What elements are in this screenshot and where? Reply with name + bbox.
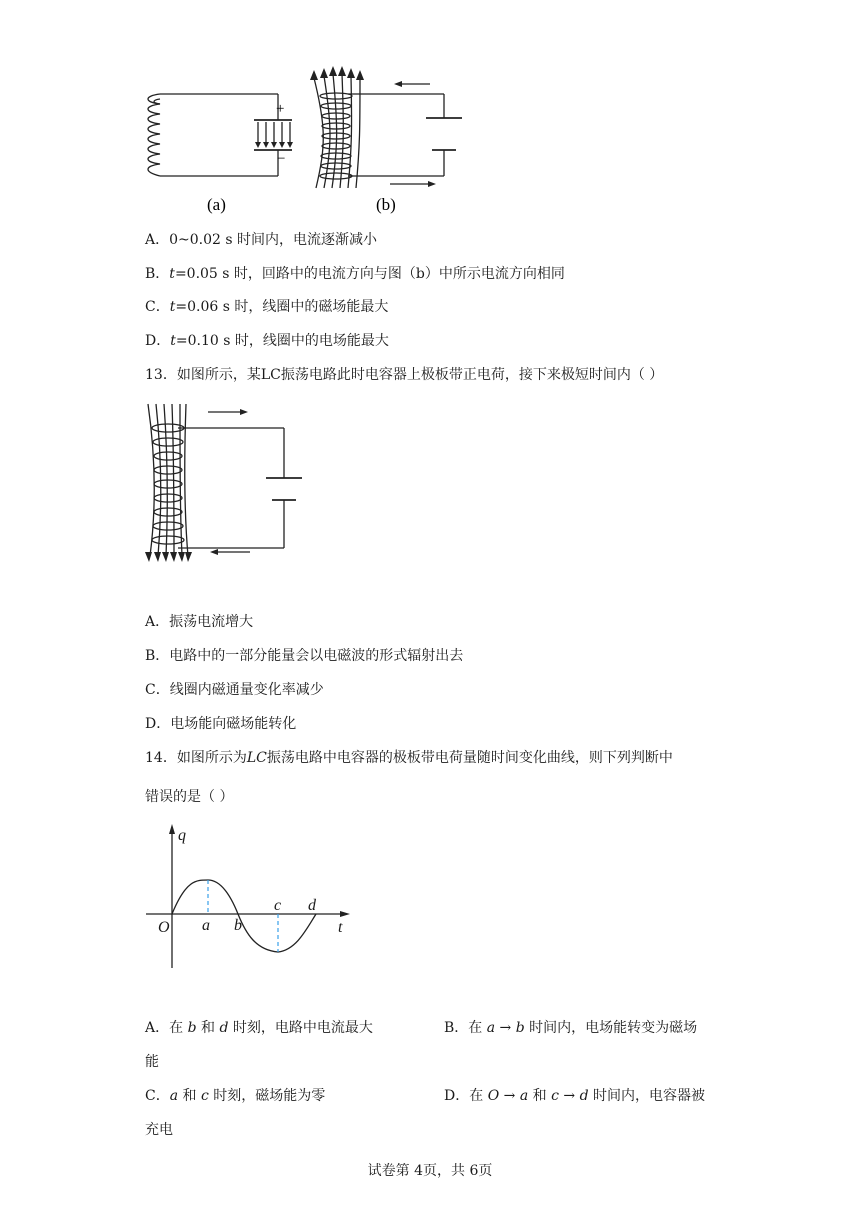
- q-label: q: [178, 827, 186, 844]
- q12-option-c: [145, 297, 388, 317]
- q12-b-var: t: [169, 266, 175, 282]
- q12-a-text: 0~0.02 s 时间内，电流逐渐减小: [169, 232, 378, 248]
- q14-stem-post: 振荡电路中电容器的极板带电荷量随时间变化曲线，则下列判断中: [266, 750, 673, 766]
- q14-d-v4: d: [579, 1088, 589, 1104]
- q13-option-a: A．振荡电流增大: [145, 614, 254, 630]
- q14-a-p1: A．在: [145, 1020, 188, 1036]
- q14-option-c: [145, 1086, 325, 1106]
- q12-a-letter: A．: [145, 232, 170, 248]
- q14-d-arrow1: →: [499, 1088, 520, 1104]
- q14-b-p1: B．在: [444, 1020, 487, 1036]
- c-label: c: [274, 897, 282, 914]
- q14-d-v1: O: [487, 1088, 500, 1104]
- q-curve: [172, 880, 316, 952]
- figure-q14-graph: [140, 822, 360, 972]
- q12-b-text: =0.05 s 时，回路中的电流方向与图（b）中所示电流方向相同: [174, 266, 565, 282]
- q13-stem: 13．如图所示，某LC振荡电路此时电容器上极板带正电荷，接下来极短时间内（ ）: [145, 367, 664, 383]
- q14-option-b: [444, 1018, 697, 1038]
- q14-d-p3: 时间内，电容器被: [588, 1088, 705, 1104]
- q12-option-d: [145, 331, 389, 351]
- q14-stem-line2: 错误的是（ ）: [145, 789, 234, 805]
- q14-c-v2: c: [200, 1088, 209, 1104]
- q14-c-v1: a: [169, 1088, 179, 1104]
- minus-sign: −: [277, 151, 286, 167]
- circuit-b: [314, 74, 462, 188]
- q12-option-b: [145, 264, 565, 284]
- q14-d-p1: D．在: [444, 1088, 488, 1104]
- q14-stem-pre: 14．如图所示为: [145, 750, 247, 766]
- t-label: t: [338, 919, 343, 936]
- q14-option-d-wrap: 充电: [145, 1122, 173, 1138]
- q14-a-p2: 和: [196, 1020, 220, 1036]
- q14-stem-lc: LC: [246, 750, 267, 766]
- q12-d-var: t: [170, 333, 176, 349]
- q13-option-c: C．线圈内磁通量变化率减少: [145, 682, 324, 698]
- q12-c-var: t: [169, 299, 176, 315]
- q14-stem: [145, 748, 673, 768]
- origin-label: O: [158, 919, 170, 936]
- field-arrowheads-a: [255, 142, 293, 148]
- q14-d-v2: a: [519, 1088, 529, 1104]
- q12-d-letter: D．: [145, 333, 171, 349]
- q14-a-p3: 时刻，电路中电流最大: [228, 1020, 373, 1036]
- q13-option-d: D．电场能向磁场能转化: [145, 716, 297, 732]
- q12-option-a: [145, 230, 377, 250]
- q13-option-b: B．电路中的一部分能量会以电磁波的形式辐射出去: [145, 648, 464, 664]
- q12-c-letter: C．: [145, 299, 170, 315]
- q14-d-arrow2: →: [558, 1088, 580, 1104]
- q14-c-p2: 和: [178, 1088, 201, 1104]
- q12-d-text: =0.10 s 时，线圈中的电场能最大: [175, 333, 389, 349]
- q12-c-text: =0.06 s 时，线圈中的磁场能最大: [175, 299, 389, 315]
- q14-option-b-wrap: 能: [145, 1054, 159, 1070]
- a-label: a: [202, 917, 210, 934]
- q14-option-d: [444, 1086, 705, 1106]
- circuit-a: [148, 94, 292, 176]
- q14-b-p2: 时间内，电场能转变为磁场: [524, 1020, 698, 1036]
- q14-d-v3: c: [551, 1088, 559, 1104]
- label-a: (a): [207, 195, 226, 214]
- plus-sign: +: [276, 101, 285, 117]
- page-footer: 试卷第 4页，共 6页: [367, 1163, 493, 1179]
- q14-option-a: [145, 1018, 373, 1038]
- figure-ab-circuits: [140, 66, 480, 218]
- q14-c-p3: 时刻，磁场能为零: [208, 1088, 326, 1104]
- q14-d-p2: 和: [528, 1088, 552, 1104]
- label-b: (b): [376, 195, 396, 214]
- q14-a-v1: b: [187, 1020, 197, 1036]
- q14-c-p1: C．: [145, 1088, 170, 1104]
- d-label: d: [308, 897, 316, 914]
- b-label: b: [234, 917, 242, 934]
- q14-b-v1: a: [486, 1020, 496, 1036]
- q14-a-v2: d: [219, 1020, 229, 1036]
- q14-b-v2: b: [515, 1020, 525, 1036]
- q12-b-letter: B．: [145, 266, 170, 282]
- q14-b-arrow: →: [495, 1020, 516, 1036]
- figure-q13-circuit: [140, 400, 310, 566]
